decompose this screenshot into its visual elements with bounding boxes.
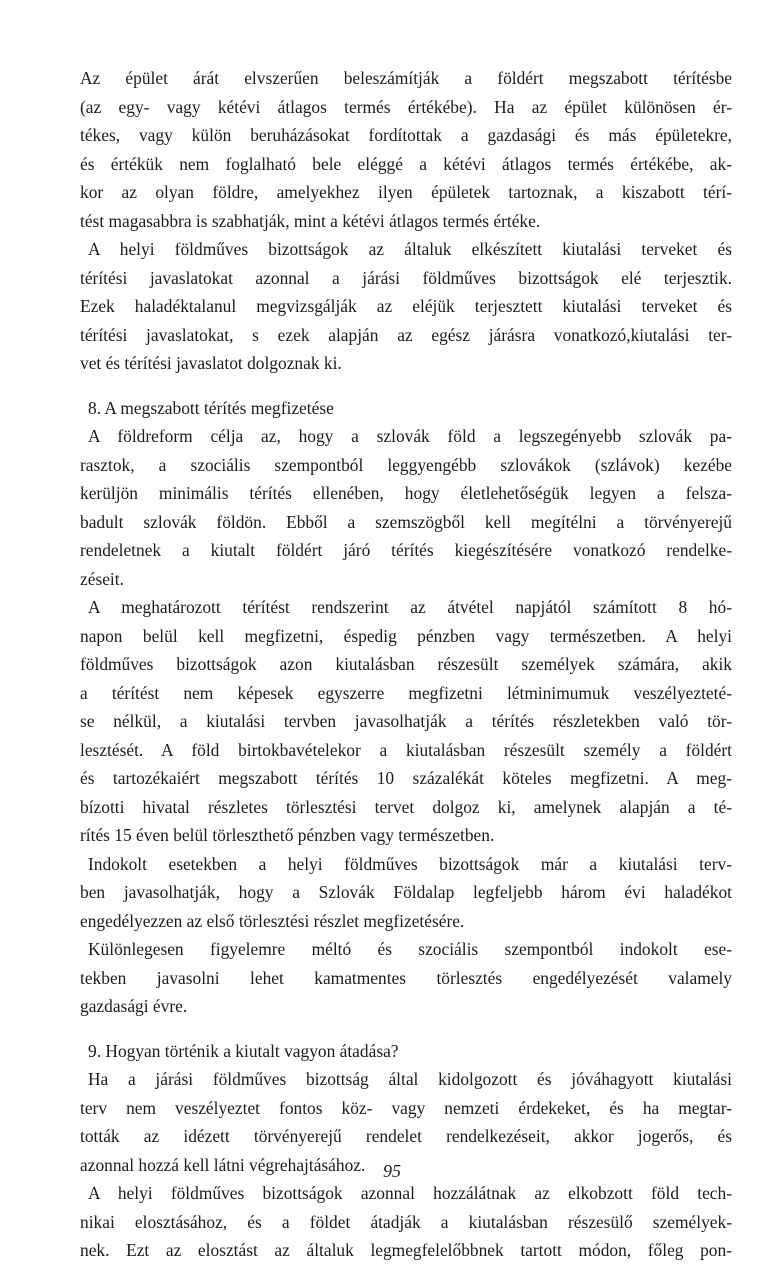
text-line: terv nem veszélyeztet fontos köz- vagy nemzeti érdekeket, és ha megtar- <box>80 1097 732 1118</box>
text-line: vet és térítési javaslatot dolgoznak ki. <box>80 353 342 373</box>
text-line: földműves bizottságok azon kiutalásban részesült személyek számára, akik <box>80 654 732 674</box>
text-line: ben javasolhatják, hogy a Szlovák Földalap legfeljebb három évi haladékot <box>80 882 732 902</box>
paragraph-land-distribution <box>80 1179 732 1265</box>
text-line: kor az olyan földre, amelyekhez ilyen épületek tartoznak, a kiszabott térí- <box>80 182 732 202</box>
paragraph-reform-goal <box>80 422 732 593</box>
text-line: lesztését. A föld birtokbavételekor a kiutalásban részesült személy a földért <box>80 739 732 760</box>
paragraph-deferral <box>80 850 732 936</box>
section-gap <box>80 378 732 394</box>
text-line: azonnal hozzá kell látni végrehajtásához. <box>80 1154 366 1175</box>
text-line: A helyi földműves bizottságok az általuk elkészített kiutalási terveket és <box>88 239 732 259</box>
text-line: rítés 15 éven belül törleszthető pénzben vagy természetben. <box>80 825 495 845</box>
text-line: térítési javaslatokat azonnal a járási földműves bizottságok elé terjesztik. <box>80 267 732 288</box>
text-line: zéseit. <box>80 568 124 589</box>
text-line: rendeletnek a kiutalt földért járó térítés kiegészítésére vonatkozó rendelke- <box>80 540 732 560</box>
paragraph-local-committees <box>80 235 732 378</box>
text-line: nikai elosztásához, és a földet átadják a kiutalásban részesülő személyek- <box>80 1211 732 1232</box>
text-line: és értékük nem foglalható bele eléggé a kétévi átlagos termés értékébe, ak- <box>80 153 732 174</box>
text-line: (az egy- vagy kétévi átlagos termés értékébe). Ha az épület különösen ér- <box>80 96 732 117</box>
text-line: rasztok, a szociális szempontból leggyengébb szlovákok (szlávok) kezébe <box>80 454 732 475</box>
text-line: A helyi földműves bizottságok azonnal hozzálátnak az elkobzott föld tech- <box>88 1183 732 1203</box>
text-line: engedélyezzen az első törlesztési részlet megfizetésére. <box>80 910 465 931</box>
text-line: a térítést nem képesek egyszerre megfizetni létminimumuk veszélyezteté- <box>80 682 732 703</box>
paragraph-payment-terms <box>80 593 732 850</box>
text-line: nek. Ezt az elosztást az általuk legmegfelelőbbnek tartott módon, főleg pon- <box>80 1240 732 1260</box>
text-line: Indokolt esetekben a helyi földműves bizottságok már a kiutalási terv- <box>88 853 732 874</box>
section-heading-8: 8. A megszabott térítés megfizetése <box>88 397 334 418</box>
text-line: Ezek haladéktalanul megvizsgálják az eléjük terjesztett kiutalási terveket és <box>80 296 732 316</box>
text-line: Különlegesen figyelemre méltó és szociális szempontból indokolt ese- <box>88 939 732 959</box>
paragraph-interest-free <box>80 935 732 1021</box>
text-line: gazdasági évre. <box>80 996 188 1016</box>
text-line: és tartozékaiért megszabott térítés 10 százalékát köteles megfizetni. A meg- <box>80 768 732 788</box>
page-number: 95 <box>383 1161 401 1181</box>
text-line: Ha a járási földműves bizottság által kidolgozott és jóváhagyott kiutalási <box>88 1069 732 1089</box>
section-gap <box>80 1021 732 1037</box>
text-line: A meghatározott térítést rendszerint az átvétel napjától számított 8 hó- <box>88 597 732 617</box>
text-line: napon belül kell megfizetni, éspedig pénzben vagy természetben. A helyi <box>80 625 732 646</box>
text-line: A földreform célja az, hogy a szlovák föld a legszegényebb szlovák pa- <box>88 426 732 446</box>
page-body <box>80 64 732 1265</box>
text-line: Az épület árát elvszerűen beleszámítják a földért megszabott térítésbe <box>80 68 732 88</box>
text-line: térítési javaslatokat, s ezek alapján az egész járásra vonatkozó,kiutalási ter- <box>80 324 732 345</box>
section-heading-9: 9. Hogyan történik a kiutalt vagyon átadása? <box>88 1040 399 1061</box>
paragraph-building-price <box>80 64 732 235</box>
text-line: bízotti hivatal részletes törlesztési tervet dolgoz ki, amelynek alapján a té- <box>80 796 732 817</box>
text-line: tották az idézett törvényerejű rendelet rendelkezéseit, akkor jogerős, és <box>80 1126 732 1146</box>
text-line: tékes, vagy külön beruházásokat fordítottak a gazdasági és más épületekre, <box>80 125 732 145</box>
text-line: tekben javasolni lehet kamatmentes törlesztés engedélyezését valamely <box>80 967 732 988</box>
text-line: kerüljön minimális térítés ellenében, hogy életlehetőségük legyen a felsza- <box>80 483 732 503</box>
text-line: tést magasabbra is szabhatják, mint a kétévi átlagos termés értéke. <box>80 210 541 231</box>
text-line: badult szlovák földön. Ebből a szemszögből kell megítélni a törvényerejű <box>80 511 732 532</box>
text-line: se nélkül, a kiutalási tervben javasolhatják a térítés részletekben való tör- <box>80 711 732 731</box>
